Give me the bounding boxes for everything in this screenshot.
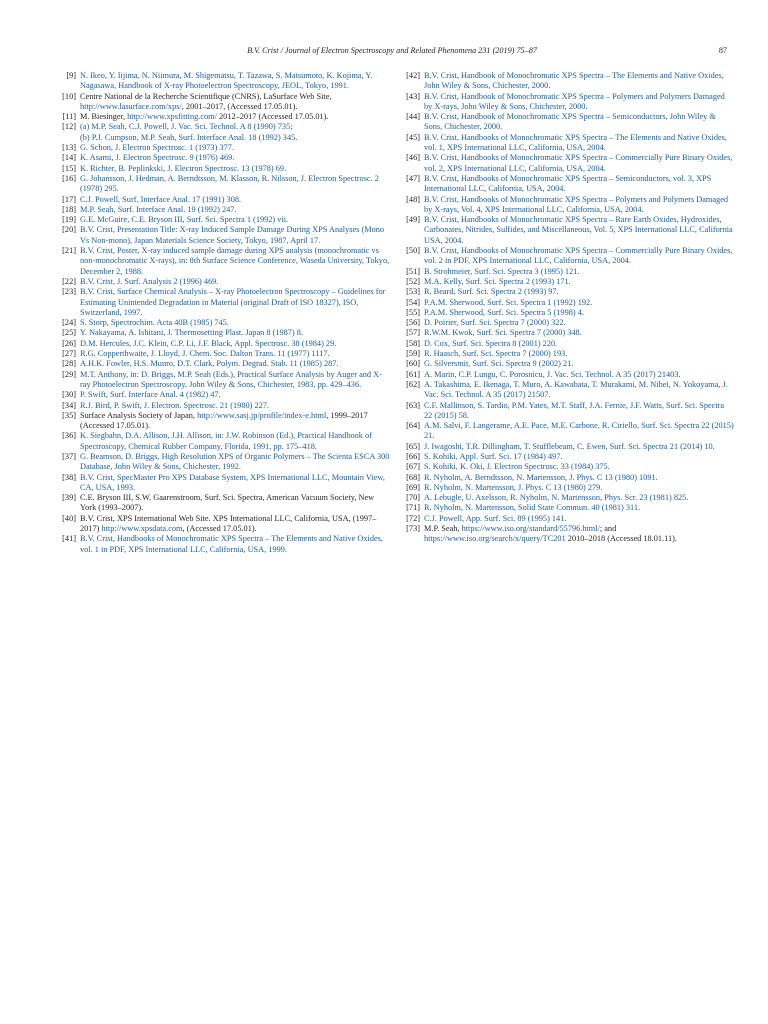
reference-item [57, 164, 390, 174]
reference-number: [49] [406, 215, 420, 225]
reference-number: [65] [406, 441, 420, 451]
reference-text [424, 153, 734, 174]
reference-text [424, 452, 734, 462]
reference-link[interactable]: D. Poirier, Surf. Sci. Spectra 7 (2000) 322. [424, 318, 566, 328]
reference-link[interactable]: R. Beard, Surf. Sci. Spectra 2 (1993) 97. [424, 287, 559, 297]
reference-link[interactable]: B.V. Crist, Handbooks of Monochromatic XPS Spectra – The Elements and Native Oxides, vol. 1 in PDF, XPS International LLC, California, USA, 1999. [80, 534, 383, 554]
reference-number: [54] [406, 297, 420, 307]
reference-text [424, 133, 734, 154]
reference-number: [19] [62, 215, 76, 225]
reference-number: [71] [406, 503, 420, 513]
reference-item [57, 112, 390, 122]
reference-link[interactable]: K. Siegbahn, D.A. Allison, J.H. Allison, in: J.W. Robinson (Ed.), Practical Handbook of Spectroscopy, Chemical Rubber Company, Florida, 1991, pp. 175–418. [80, 431, 372, 451]
reference-item [57, 493, 390, 514]
reference-number: [29] [62, 369, 76, 379]
reference-number: [30] [62, 390, 76, 400]
reference-item [57, 225, 390, 246]
reference-item [57, 328, 390, 338]
reference-number: [63] [406, 400, 420, 410]
reference-item [401, 380, 734, 401]
reference-text [80, 370, 390, 391]
reference-text [424, 339, 734, 349]
reference-text [80, 71, 390, 92]
reference-number: [68] [406, 472, 420, 482]
reference-text [80, 225, 390, 246]
reference-item [401, 462, 734, 472]
reference-text [424, 71, 734, 92]
reference-link[interactable]: C.F. Mallinson, S. Tardio, P.M. Yates, M.T. Staff, J.A. Fernie, J.F. Watts, Surf. Sci. Spectra 22 (2015) 58. [424, 400, 725, 420]
reference-link[interactable]: M.P. Seah, Surf. Interface Anal. 19 (1992) 247. [80, 204, 237, 214]
reference-text-segment: B.V. Crist, XPS International Web Site. XPS International LLC, California, USA, (1997–2017) [80, 513, 377, 534]
reference-item [57, 92, 390, 113]
reference-item [57, 287, 390, 318]
reference-link[interactable]: R.G. Copperthwaite, J. Lloyd, J. Chem. Soc. Dalton Trans. 11 (1977) 1117. [80, 349, 330, 359]
reference-number: [51] [406, 266, 420, 276]
reference-item [57, 339, 390, 349]
reference-text [80, 174, 390, 195]
reference-link[interactable]: S. Storp, Spectrochim. Acta 40B (1985) 745. [80, 318, 229, 328]
reference-number: [72] [406, 513, 420, 523]
reference-text [424, 514, 734, 524]
reference-text-segment: , 2001–2017, (Accessed 17.05.01). [181, 101, 298, 111]
reference-text-segment: 2010–2018 (Accessed 18.01.11). [565, 534, 677, 544]
reference-item [57, 431, 390, 452]
reference-text [80, 112, 390, 122]
reference-number: [53] [406, 287, 420, 297]
reference-number: [36] [62, 431, 76, 441]
reference-link[interactable]: (b) P.J. Cumpson, M.P. Seah, Surf. Interface Anal. 18 (1992) 345. [80, 132, 298, 142]
reference-text [80, 92, 390, 113]
reference-text [80, 205, 390, 215]
reference-link[interactable]: S. Kohiki, K. Oki, J. Electron Spectrosc. 33 (1984) 375. [424, 462, 610, 472]
reference-item [401, 287, 734, 297]
reference-text-segment: M. Biesinger, [80, 112, 128, 122]
reference-number: [14] [62, 153, 76, 163]
reference-text [424, 174, 734, 195]
references-left-column [57, 71, 390, 555]
reference-item [57, 277, 390, 287]
reference-item [401, 442, 734, 452]
reference-link[interactable]: R.W.M. Kwok, Surf. Sci. Spectra 7 (2000) 348. [424, 328, 582, 338]
reference-text [80, 401, 390, 411]
reference-text [424, 483, 734, 493]
reference-number: [62] [406, 379, 420, 389]
reference-link[interactable]: C.J. Powell, App. Surf. Sci. 89 (1995) 141. [424, 513, 567, 523]
reference-item [57, 452, 390, 473]
reference-item [57, 153, 390, 163]
reference-text [424, 308, 734, 318]
reference-item [401, 339, 734, 349]
reference-link[interactable]: A. Takashima, E. Ikenaga, T. Muro, A. Kawabata, T. Murakami, M. Nihei, N. Yokoyama, J. Vac. Sci. Technol. A 35 (2017) 21507. [424, 379, 728, 400]
reference-number: [10] [62, 91, 76, 101]
reference-item [57, 390, 390, 400]
reference-link[interactable]: R. Nyholm, N. Martensson, Solid State Commun. 40 (1981) 311. [424, 503, 641, 513]
reference-link[interactable]: http://www.sasj.jp/profile/index-e.html [197, 410, 327, 420]
reference-link[interactable]: P. Swift, Surf. Interface Anal. 4 (1982) 47. [80, 390, 221, 400]
reference-text [80, 534, 390, 555]
reference-link[interactable]: P.A.M. Sherwood, Surf. Sci. Spectra 1 (1992) 192. [424, 297, 593, 307]
reference-number: [12] [62, 122, 76, 132]
reference-link[interactable]: https://www.iso.org/standard/55796.html/ [461, 524, 600, 534]
reference-number: [34] [62, 400, 76, 410]
reference-number: [40] [62, 513, 76, 523]
reference-number: [46] [406, 153, 420, 163]
reference-number: [55] [406, 307, 420, 317]
reference-text [424, 195, 734, 216]
reference-item [401, 195, 734, 216]
reference-link[interactable]: http://www.xpsfitting.com/ [127, 112, 217, 122]
reference-text [424, 421, 734, 442]
reference-link[interactable]: G. Schon, J. Electron Spectrosc. 1 (1973) 377. [80, 143, 234, 153]
reference-item [57, 122, 390, 143]
reference-item [401, 401, 734, 422]
reference-text [80, 328, 390, 338]
reference-item [401, 524, 734, 545]
reference-link[interactable]: Y. Nakayama, A. Ishitani, J. Thermosetting Plast. Japan 8 (1987) 8. [80, 328, 303, 338]
reference-item [57, 318, 390, 328]
reference-text [80, 215, 390, 225]
reference-text [424, 298, 734, 308]
reference-text [424, 215, 734, 246]
reference-number: [56] [406, 318, 420, 328]
reference-link[interactable]: K. Richter, B. Peplinkski, J. Electron Spectrosc. 13 (1978) 69. [80, 163, 287, 173]
reference-text [424, 493, 734, 503]
reference-item [401, 370, 734, 380]
reference-text [424, 112, 734, 133]
reference-link[interactable]: B.V. Crist, Handbooks of Monochromatic XPS Spectra – The Elements and Native Oxides, vol. 1, XPS International LLC, California, USA, 2004. [424, 132, 727, 153]
reference-item [57, 71, 390, 92]
reference-link[interactable]: D.M. Hercules, J.C. Klein, C.P. Li, J.F. Black, Appl. Spectrosc. 38 (1984) 29. [80, 338, 337, 348]
reference-link[interactable]: B.V. Crist, Presentation Title: X-ray Induced Sample Damage During XPS Analyses (Mono Vs Non-mono), Japan Materials Science Society, Tokyo, 1987, April 17. [80, 225, 385, 245]
reference-item [401, 153, 734, 174]
reference-number: [21] [62, 246, 76, 256]
reference-link[interactable]: B.V. Crist, Handbooks of Monochromatic XPS Spectra – Commercially Pure Binary Oxides, vol. 2 in PDF, XPS International LLC, California, USA, 2004. [424, 246, 733, 266]
reference-text [80, 143, 390, 153]
reference-text [80, 390, 390, 400]
reference-text [80, 452, 390, 473]
reference-item [401, 277, 734, 287]
reference-text [424, 92, 734, 113]
reference-number: [61] [406, 369, 420, 379]
reference-text [424, 401, 734, 422]
reference-item [401, 112, 734, 133]
reference-item [401, 503, 734, 513]
reference-item [401, 298, 734, 308]
reference-text [424, 328, 734, 338]
reference-link[interactable]: G.E. McGuire, C.E. Bryson III, Surf. Sci. Spectra 1 (1992) vii. [80, 215, 289, 225]
reference-link[interactable]: M.A. Kelly, Surf. Sci. Spectra 2 (1993) 171. [424, 276, 571, 286]
reference-text [80, 164, 390, 174]
reference-link[interactable]: P.A.M. Sherwood, Surf. Sci. Spectra 5 (1998) 4. [424, 307, 584, 317]
reference-text [80, 246, 390, 277]
reference-item [57, 246, 390, 277]
reference-link[interactable]: R. Haasch, Surf. Sci. Spectra 7 (2000) 193. [424, 349, 568, 359]
reference-item [401, 328, 734, 338]
reference-number: [16] [62, 173, 76, 183]
reference-text-segment: Surface Analysis Society of Japan, [80, 410, 198, 420]
reference-item [401, 174, 734, 195]
reference-link[interactable]: (a) M.P. Seah, C.J. Powell, J. Vac. Sci. Technol. A 8 (1990) 735; [80, 122, 293, 132]
reference-item [401, 267, 734, 277]
reference-link[interactable]: B.V. Crist, Poster, X-ray induced sample damage during XPS analysis (monochromatic vs non-monochromatic X-rays), in: 8th Surface Science Conference, Waseda University, Tokyo, December 2, 1988. [80, 246, 390, 276]
reference-text [424, 267, 734, 277]
reference-number: [58] [406, 338, 420, 348]
reference-number: [42] [406, 71, 420, 80]
reference-text [424, 349, 734, 359]
reference-text [424, 524, 734, 545]
reference-number: [45] [406, 132, 420, 142]
reference-link[interactable]: G. Johansson, J. Hedman, A. Berndtsson, M. Klasson, R. Nilsson, J. Electron Spectrosc. 2 (1978) 295. [80, 173, 379, 194]
reference-link[interactable]: R.J. Bird, P. Swift, J. Electron. Spectrosc. 21 (1980) 227. [80, 400, 269, 410]
reference-link[interactable]: https://www.iso.org/search/x/query/TC201 [424, 534, 566, 544]
reference-text [80, 359, 390, 369]
reference-link[interactable]: B.V. Crist, Handbooks of Monochromatic XPS Spectra – Semiconductors, vol. 3, XPS International LLC, California, USA, 2004. [424, 173, 712, 194]
reference-link[interactable]: B.V. Crist, Surface Chemical Analysis – X-ray Photoelectron Spectroscopy – Guidelines for Estimating Unintended Degradation in Material (original Draft of ISO 18327), ISO, Switzerland, 1997. [80, 287, 386, 317]
reference-number: [59] [406, 349, 420, 359]
reference-text [424, 462, 734, 472]
reference-number: [69] [406, 482, 420, 492]
reference-number: [25] [62, 328, 76, 338]
reference-item [57, 174, 390, 195]
reference-link[interactable]: B.V. Crist, SpecMaster Pro XPS Database System, XPS International LLC, Mountain View, CA, USA, 1993. [80, 472, 385, 492]
reference-link[interactable]: B. Strohmeier, Surf. Sci. Spectra 3 (1995) 121. [424, 266, 580, 276]
reference-number: [23] [62, 287, 76, 297]
reference-link[interactable]: A.M. Salvi, F. Langerame, A.E. Pace, M.E. Carbone, R. Ciriello, Surf. Sci. Spectra 22 (2015) 21. [424, 421, 734, 441]
reference-number: [27] [62, 349, 76, 359]
reference-item [57, 370, 390, 391]
reference-item [401, 92, 734, 113]
reference-item [401, 308, 734, 318]
reference-text [80, 411, 390, 432]
reference-number: [67] [406, 462, 420, 472]
reference-item [57, 411, 390, 432]
reference-text [80, 277, 390, 287]
reference-link[interactable]: M.T. Anthony, in: D. Briggs, M.P. Seah (Eds.), Practical Surface Analysis by Auger and X-ray Photoelectron Spectroscopy, John Wiley & Sons, Chichester, 1983, pp. 429–436. [80, 369, 382, 389]
reference-text-segment: , (Accessed 17.05.01). [182, 524, 257, 534]
reference-number: [57] [406, 328, 420, 338]
reference-link[interactable]: S. Kohiki, Appl. Surf. Sci. 17 (1984) 497. [424, 451, 563, 461]
reference-number: [44] [406, 112, 420, 122]
reference-text [80, 514, 390, 535]
reference-text [80, 349, 390, 359]
reference-text [80, 431, 390, 452]
reference-number: [17] [62, 194, 76, 204]
reference-number: [9] [66, 71, 76, 80]
reference-link[interactable]: B.V. Crist, Handbooks of Monochromatic XPS Spectra – Polymers and Polymers Damaged by X-rays, Vol. 4, XPS International LLC, California, USA, 2004. [424, 194, 729, 214]
reference-text-segment: C.E. Bryson III, S.W. Gaarenstroom, Surf. Sci. Spectra, American Vacuum Society, New York (1993–2007). [80, 493, 375, 513]
reference-text-segment: M.P. Seah, [424, 524, 462, 534]
reference-item [401, 514, 734, 524]
reference-number: [35] [62, 410, 76, 420]
reference-item [57, 359, 390, 369]
reference-item [57, 401, 390, 411]
reference-link[interactable]: N. Ikeo, Y. Iijima, N. Niimura, M. Shigematsu, T. Tazawa, S. Matsumoto, K. Kojima, Y. Nagasawa, Handbook of X-ray Photoelectron Spectroscopy, JEOL, Tokyo, 1991. [80, 71, 373, 91]
reference-number: [28] [62, 359, 76, 369]
reference-link[interactable]: A.H.K. Fowler, H.S. Munro, D.T. Clark, Polym. Degrad. Stab. 11 (1985) 287. [80, 359, 339, 369]
reference-item [57, 473, 390, 494]
reference-text-segment: ; and [599, 524, 617, 534]
reference-link[interactable]: B.V. Crist, Handbooks of Monochromatic XPS Spectra – Rare Earth Oxides, Hydroxides, Carbonates, Nitrides, Sulfides, and Miscellaneous, Vol. 5, XPS International LLC, California USA, 2004. [424, 215, 733, 245]
reference-item [401, 452, 734, 462]
reference-item [401, 133, 734, 154]
reference-link[interactable]: A. Marin, C.P. Lungu, C. Porosnicu, J. Vac. Sci. Technol. A 35 (2017) 21403. [424, 369, 681, 379]
reference-item [401, 246, 734, 267]
reference-item [401, 71, 734, 92]
reference-number: [24] [62, 318, 76, 328]
reference-item [401, 493, 734, 503]
reference-link[interactable]: B.V. Crist, J. Surf. Analysis 2 (1996) 469. [80, 276, 219, 286]
reference-link[interactable]: G. Beamson, D. Briggs, High Resolution XPS of Organic Polymers – The Scienta ESCA 300 Database, John Wiley & Sons, Chichester, 1992. [80, 451, 390, 472]
reference-text [80, 493, 390, 514]
reference-text [424, 380, 734, 401]
reference-text [80, 318, 390, 328]
reference-number: [11] [62, 112, 76, 122]
reference-number: [50] [406, 246, 420, 256]
reference-item [57, 215, 390, 225]
reference-number: [70] [406, 493, 420, 503]
reference-text [80, 473, 390, 494]
reference-link[interactable]: http://www.lasurface.com/xps/ [80, 101, 182, 111]
reference-item [57, 514, 390, 535]
reference-number: [39] [62, 493, 76, 503]
reference-text [80, 287, 390, 318]
reference-item [57, 195, 390, 205]
reference-number: [52] [406, 276, 420, 286]
reference-item [401, 473, 734, 483]
reference-link[interactable]: B.V. Crist, Handbooks of Monochromatic XPS Spectra – Commercially Pure Binary Oxides, vol. 2, XPS International LLC, California, USA, 2004. [424, 153, 733, 173]
reference-text [424, 442, 734, 452]
reference-number: [22] [62, 276, 76, 286]
reference-text [424, 277, 734, 287]
reference-number: [64] [406, 421, 420, 431]
reference-item [401, 483, 734, 493]
reference-item [57, 205, 390, 215]
reference-text [424, 503, 734, 513]
reference-item [401, 349, 734, 359]
reference-number: [13] [62, 143, 76, 153]
reference-number: [18] [62, 204, 76, 214]
reference-link[interactable]: B.V. Crist, Handbook of Monochromatic XPS Spectra – Semiconductors, John Wiley & Sons, Chichester, 2000. [424, 112, 716, 132]
reference-item [57, 534, 390, 555]
reference-number: [48] [406, 194, 420, 204]
reference-link[interactable]: C.J. Powell, Surf. Interface Anal. 17 (1991) 308. [80, 194, 242, 204]
reference-text [80, 195, 390, 205]
reference-number: [60] [406, 359, 420, 369]
reference-link[interactable]: K. Asami, J. Electron Spectrosc. 9 (1976) 469. [80, 153, 235, 163]
reference-text [80, 122, 390, 143]
reference-text-segment: Centre National de la Recherche Scientifique (CNRS), LaSurface Web Site, [80, 91, 332, 101]
reference-text-segment: , 1999–2017 (Accessed 17.05.01). [80, 410, 368, 431]
reference-link[interactable]: R. Nyholm, N. Martensson, J. Phys. C 13 (1980) 279. [424, 482, 603, 492]
reference-number: [37] [62, 451, 76, 461]
reference-link[interactable]: B.V. Crist, Handbook of Monochromatic XPS Spectra – Polymers and Polymers Damaged by X-rays, John Wiley & Sons, Chichester, 2000. [424, 91, 725, 111]
reference-text [424, 359, 734, 369]
reference-number: [43] [406, 91, 420, 101]
reference-item [401, 359, 734, 369]
reference-item [401, 421, 734, 442]
reference-link[interactable]: http://www.xpsdata.com [101, 524, 183, 534]
reference-link[interactable]: B.V. Crist, Handbook of Monochromatic XPS Spectra – The Elements and Native Oxides, John Wiley & Sons, Chichester, 2000. [424, 71, 724, 91]
reference-number: [38] [62, 472, 76, 482]
reference-text-segment: 2012–2017 (Accessed 17.05.01). [216, 112, 329, 122]
reference-item [57, 143, 390, 153]
reference-item [401, 215, 734, 246]
reference-item [57, 349, 390, 359]
reference-number: [41] [62, 534, 76, 544]
reference-link[interactable]: A. Lebugle, U. Axelsson, R. Nyholm, N. Martensson, Phys. Scr. 23 (1981) 825. [424, 493, 689, 503]
reference-number: [73] [406, 524, 420, 534]
reference-link[interactable]: G. Silversmit, Surf. Sci. Spectra 9 (2002) 21. [424, 359, 574, 369]
reference-number: [26] [62, 338, 76, 348]
reference-link[interactable]: J. Iwagoshi, T.R. Dillingham, T. Stufflebeam, C. Ewen, Surf. Sci. Spectra 21 (2014) 10. [424, 441, 715, 451]
reference-text [424, 473, 734, 483]
reference-number: [15] [62, 163, 76, 173]
reference-number: [20] [62, 225, 76, 235]
journal-citation: B.V. Crist / Journal of Electron Spectroscopy and Related Phenomena 231 (2019) 75–87 [247, 46, 537, 55]
reference-text [424, 246, 734, 267]
reference-text [424, 287, 734, 297]
reference-number: [47] [406, 173, 420, 183]
reference-text [424, 318, 734, 328]
reference-link[interactable]: D. Cox, Surf. Sci. Spectra 8 (2001) 220. [424, 338, 558, 348]
reference-link[interactable]: R. Nyholm, A. Berndtsson, N. Martensson, J. Phys. C 13 (1980) 1091. [424, 472, 658, 482]
reference-item [401, 318, 734, 328]
page-number: 87 [718, 46, 727, 55]
reference-number: [66] [406, 451, 420, 461]
reference-text [80, 339, 390, 349]
references-right-column [401, 71, 734, 545]
reference-text [424, 370, 734, 380]
reference-text [80, 153, 390, 163]
